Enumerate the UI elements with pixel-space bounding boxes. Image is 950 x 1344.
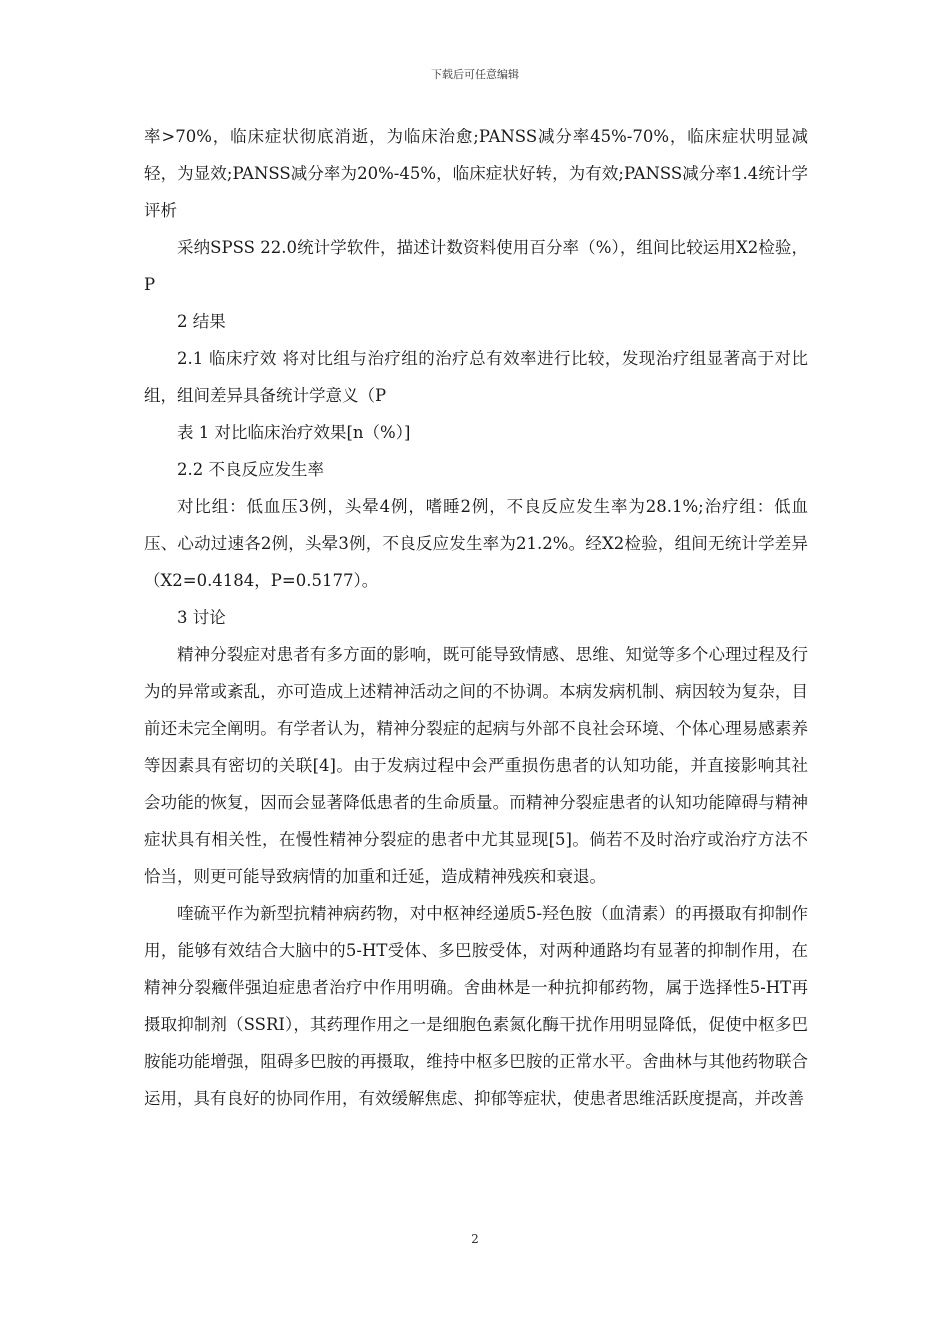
heading-results: 2 结果 — [177, 312, 226, 331]
page-header: 下载后可任意编辑 — [431, 68, 519, 81]
paragraph-discussion-1: 精神分裂症对患者有多方面的影响，既可能导致情感、思维、知觉等多个心理过程及行为的异常或紊乱，亦可造成上述精神活动之间的不协调。本病发病机制、病因较为复杂，目前还未完全阐明。有学者认为，精神分裂症的起病与外部不良社会环境、个体心理易感素养等因素具有密切的关联[4]。由于发病过程中会严重损伤患者的认知功能，并直接影响其社会功能的恢复，因而会显著降低患者的生命质量。而精神分裂症患者的认知功能障碍与精神症状具有相关性，在慢性精神分裂症的患者中尤其显现[5]。倘若不及时治疗或治疗方法不恰当，则更可能导致病情的加重和迁延，造成精神残疾和衰退。 — [144, 645, 808, 886]
paragraph-adverse-reactions: 对比组：低血压3例，头晕4例，嗜睡2例，不良反应发生率为28.1%;治疗组：低血压、心动过速各2例，头晕3例，不良反应发生率为21.2%。经X2检验，组间无统计学差异（X2=0.4184，P=0.5177）。 — [144, 497, 808, 590]
paragraph-discussion-2: 喹硫平作为新型抗精神病药物，对中枢神经递质5-羟色胺（血清素）的再摄取有抑制作用，能够有效结合大脑中的5-HT受体、多巴胺受体，对两种通路均有显著的抑制作用，在精神分裂癥伴强迫症患者治疗中作用明确。舍曲林是一种抗抑郁药物，属于选择性5-HT再摄取抑制剂（SSRI），其药理作用之一是细胞色素氮化酶干扰作用明显降低，促使中枢多巴胺能功能增强，阻碍多巴胺的再摄取，维持中枢多巴胺的正常水平。舍曲林与其他药物联合运用，具有良好的协同作用，有效缓解焦虑、抑郁等症状，使患者思维活跃度提高，并改善 — [144, 904, 808, 1108]
page-number: 2 — [471, 1232, 479, 1246]
document-body — [144, 118, 808, 1117]
paragraph-criteria: 率>70%，临床症状彻底消逝，为临床治愈;PANSS减分率45%-70%，临床症状明显减轻，为显效;PANSS减分率为20%-45%，临床症状好转，为有效;PANSS减分率1.4统计学评析 — [144, 127, 808, 220]
paragraph-clinical-efficacy: 2.1 临床疗效 将对比组与治疗组的治疗总有效率进行比较，发现治疗组显著高于对比组，组间差异具备统计学意义（P — [144, 349, 808, 405]
paragraph-statistics: 采纳SPSS 22.0统计学软件，描述计数资料使用百分率（%），组间比较运用X2检验，P — [144, 238, 808, 294]
table-caption: 表 1 对比临床治疗效果[n（%）] — [177, 423, 411, 442]
heading-discussion: 3 讨论 — [177, 608, 226, 627]
heading-adverse-reactions: 2.2 不良反应发生率 — [177, 460, 324, 479]
